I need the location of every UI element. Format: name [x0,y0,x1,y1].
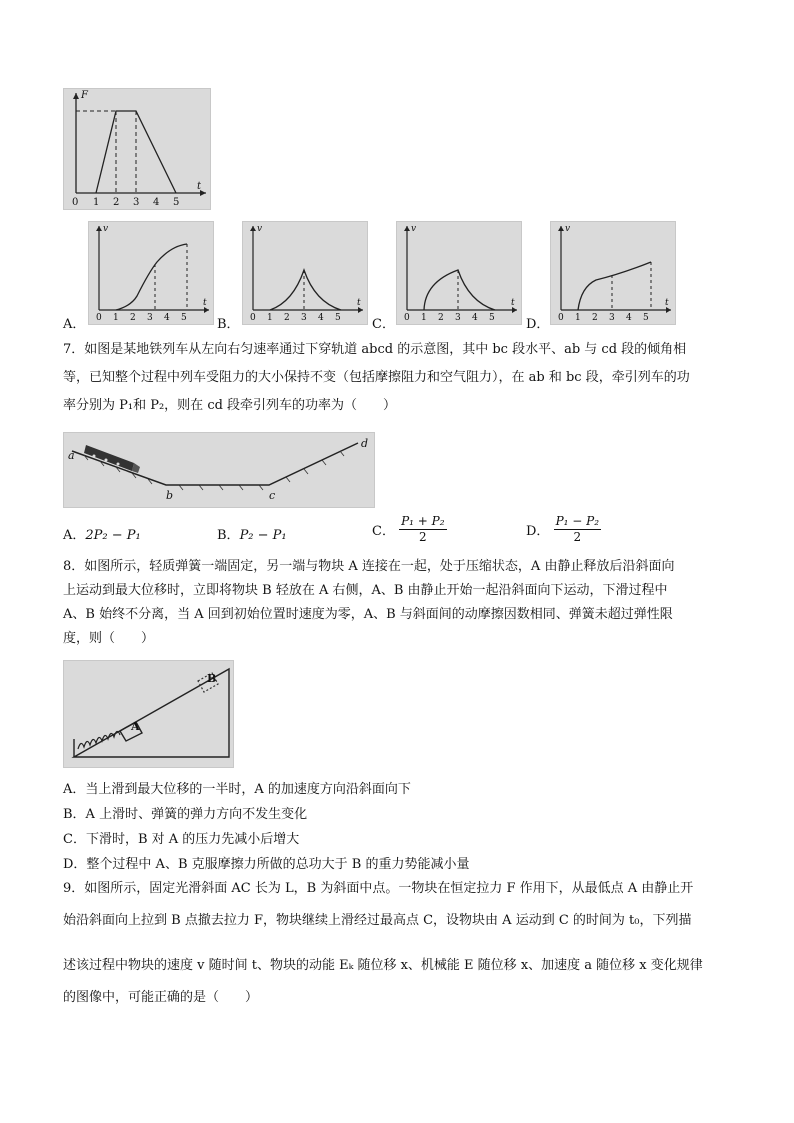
q8-text-line: 上运动到最大位移时，立即将物块 B 轻放在 A 右侧，A、B 由静止开始一起沿斜面向下运动，下滑过程中 [63,583,668,598]
x-axis-label: t [665,298,669,308]
tick-label: 1 [421,313,427,323]
force-time-graph [63,88,211,210]
tick-label: 1 [113,313,119,323]
q7-text-line: 等，已知整个过程中列车受阻力的大小保持不变（包括摩擦阻力和空气阻力），在 ab 和 bc 段，牵引列车的功 [63,370,690,385]
y-axis-label: F [81,90,88,101]
q6-option-a-label: A． [63,317,86,332]
q7-option-c: C． $\frac{\text{P₁ + P₂}}{2}$ [372,514,445,544]
tick-label: 4 [626,313,632,323]
q7-text-line: 率分别为 P₁和 P₂，则在 cd 段牵引列车的功率为（ ） [63,398,397,413]
y-axis-label: v [565,224,571,234]
block-a-label: A [131,720,140,733]
subway-track-figure [63,432,375,508]
q7-option-a: A．2P₂ − P₁ [63,528,141,543]
point-b-label: b [166,489,174,502]
q8-text-line: 8．如图所示，轻质弹簧一端固定，另一端与物块 A 连接在一起，处于压缩状态，A 由静止释放后沿斜面向 [63,559,675,574]
tick-label: 3 [609,313,615,323]
tick-label: 5 [181,313,187,323]
tick-label: 3 [147,313,153,323]
q8-text-line: 度，则（ ） [63,631,155,646]
tick-label: 3 [455,313,461,323]
q8-option-a: A．当上滑到最大位移的一半时，A 的加速度方向沿斜面向下 [63,782,411,797]
block-b-label: B [207,672,217,685]
q6-option-a-graph [88,221,214,325]
tick-label: 5 [173,197,180,208]
q8-option-c: C．下滑时，B 对 A 的压力先减小后增大 [63,832,300,847]
tick-label: 0 [404,313,410,323]
tick-label: 4 [472,313,478,323]
tick-label: 2 [284,313,290,323]
q6-option-d-label: D． [526,317,550,332]
q7-option-d: D． $\frac{\text{P₁ − P₂}}{2}$ [526,514,600,544]
q9-text-line: 的图像中，可能正确的是（ ） [63,990,259,1005]
x-axis-label: t [203,298,207,308]
tick-label: 5 [335,313,341,323]
tick-label: 2 [592,313,598,323]
tick-label: 1 [267,313,273,323]
tick-label: 5 [489,313,495,323]
q9-text-line: 述该过程中物块的速度 v 随时间 t、物块的动能 Eₖ 随位移 x、机械能 E 随位移 x、加速度 a 随位移 x 变化规律 [63,958,703,973]
q8-option-d: D．整个过程中 A、B 克服摩擦力所做的总功大于 B 的重力势能减小量 [63,857,470,872]
tick-label: 2 [438,313,444,323]
tick-label: 2 [113,197,120,208]
force-time-graph-svg [64,89,210,209]
q6-option-b-label: B． [217,317,240,332]
q8-option-b: B．A 上滑时、弹簧的弹力方向不发生变化 [63,807,308,822]
tick-label: 3 [133,197,140,208]
tick-label: 0 [96,313,102,323]
q8-text-line: A、B 始终不分离，当 A 回到初始位置时速度为零，A、B 与斜面间的动摩擦因数相同、弹簧未超过弹性限 [63,607,673,622]
tick-label: 1 [575,313,581,323]
q9-text-line: 始沿斜面向上拉到 B 点撤去拉力 F，物块继续上滑经过最高点 C，设物块由 A 运动到 C 的时间为 t₀，下列描 [63,913,692,928]
tick-label: 0 [72,197,79,208]
q6-option-c-label: C． [372,317,395,332]
tick-label: 0 [250,313,256,323]
q9-text-line: 9．如图所示，固定光滑斜面 AC 长为 L，B 为斜面中点。一物块在恒定拉力 F 作用下，从最低点 A 由静止开 [63,881,694,896]
x-axis-label: t [197,181,202,192]
incline-spring-figure [63,660,234,768]
tick-label: 1 [93,197,100,208]
tick-label: 3 [301,313,307,323]
y-axis-label: v [257,224,263,234]
tick-label: 0 [558,313,564,323]
tick-label: 2 [130,313,136,323]
tick-label: 5 [643,313,649,323]
y-axis-label: v [411,224,417,234]
x-axis-label: t [511,298,515,308]
q6-option-d-graph [550,221,676,325]
q6-option-c-graph [396,221,522,325]
q7-option-b: B．P₂ − P₁ [217,528,287,543]
point-c-label: c [269,489,276,502]
x-axis-label: t [357,298,361,308]
q6-option-b-graph [242,221,368,325]
y-axis-label: v [103,224,109,234]
tick-label: 4 [164,313,170,323]
q7-text-line: 7．如图是某地铁列车从左向右匀速率通过下穿轨道 abcd 的示意图，其中 bc 段水平、ab 与 cd 段的倾角相 [63,342,687,357]
tick-label: 4 [153,197,160,208]
tick-label: 4 [318,313,324,323]
point-a-label: a [68,449,75,462]
point-d-label: d [361,437,369,450]
